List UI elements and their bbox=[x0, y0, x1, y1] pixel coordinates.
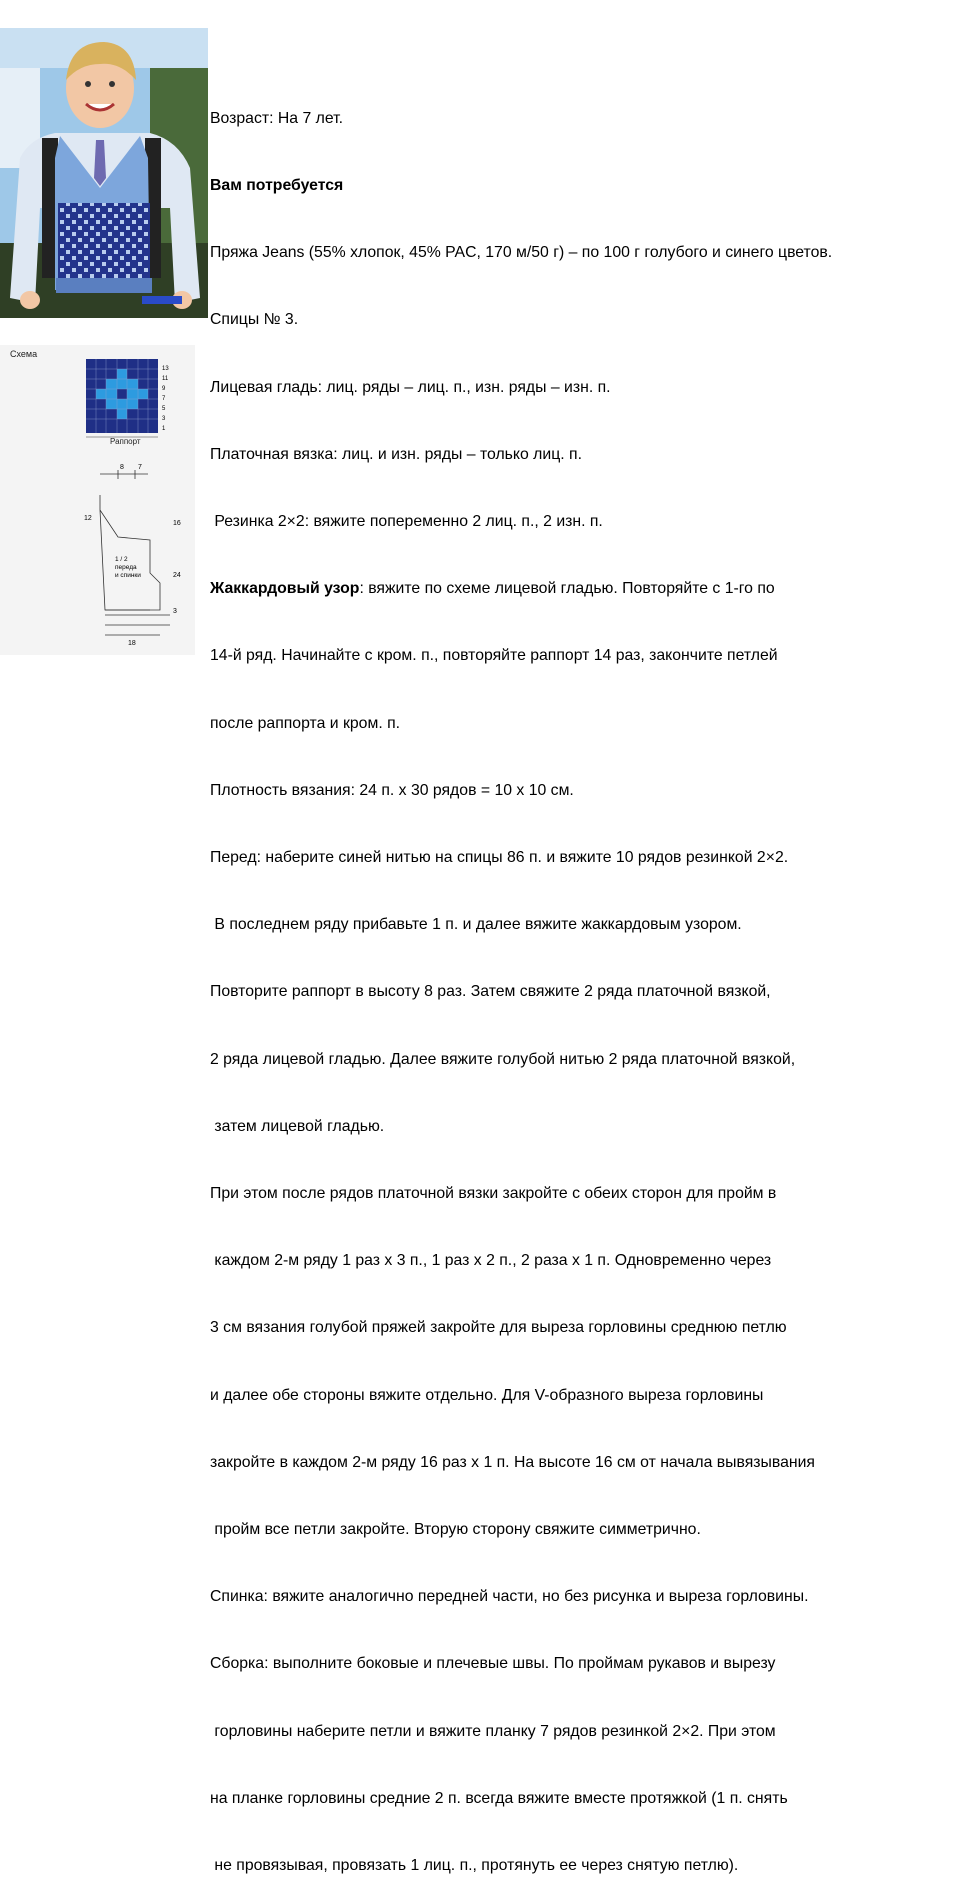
boy-photo bbox=[0, 28, 208, 318]
text-line: Спинка: вяжите аналогично передней части, но без рисунка и выреза горловины. bbox=[210, 1588, 809, 1606]
text-line: Лицевая гладь: лиц. ряды – лиц. п., изн. ряды – изн. п. bbox=[210, 378, 611, 396]
text-line: горловины наберите петли и вяжите планку 7 рядов резинкой 2×2. При этом bbox=[210, 1722, 776, 1740]
text-line: Плотность вязания: 24 п. х 30 рядов = 10 х 10 см. bbox=[210, 781, 574, 799]
text-line: и далее обе стороны вяжите отдельно. Для V-образного выреза горловины bbox=[210, 1386, 764, 1404]
instruction-text bbox=[210, 63, 955, 1900]
text-line: Платочная вязка: лиц. и изн. ряды – только лиц. п. bbox=[210, 445, 582, 463]
section-heading: Вам потребуется bbox=[210, 177, 344, 195]
rapport-label: Раппорт bbox=[110, 437, 141, 446]
pattern-label-7: 7 bbox=[138, 464, 142, 471]
text-line: закройте в каждом 2-м ряду 16 раз х 1 п. На высоте 16 см от начала вывязывания bbox=[210, 1453, 815, 1471]
pattern-label-3: 3 bbox=[173, 608, 177, 615]
text-line: Пряжа Jeans (55% хлопок, 45% PAC, 170 м/50 г) – по 100 г голубого и синего цветов. bbox=[210, 244, 833, 262]
text-line: пройм все петли закройте. Вторую сторону свяжите симметрично. bbox=[210, 1521, 701, 1539]
text-line: Возраст: На 7 лет. bbox=[210, 109, 343, 127]
pattern-note-3: и спинки bbox=[115, 572, 141, 579]
pattern-label-24: 24 bbox=[173, 572, 181, 579]
pattern-note-1: 1 / 2 bbox=[115, 556, 128, 563]
chart-row-number: 11 bbox=[162, 376, 169, 382]
text-line: затем лицевой гладью. bbox=[210, 1117, 385, 1135]
text-line: на планке горловины средние 2 п. всегда вяжите вместе протяжкой (1 п. снять bbox=[210, 1789, 788, 1807]
text-line: не провязывая, провязать 1 лиц. п., протянуть ее через снятую петлю). bbox=[210, 1857, 739, 1875]
text-line-rest: : вяжите по схеме лицевой гладью. Повторяйте с 1-го по bbox=[359, 580, 775, 598]
text-line: В последнем ряду прибавьте 1 п. и далее вяжите жаккардовым узором. bbox=[210, 916, 742, 934]
jacquard-chart bbox=[86, 359, 172, 444]
text-line: Спицы № 3. bbox=[210, 311, 299, 329]
chart-row-number: 1 bbox=[162, 426, 166, 432]
schema-title: Схема bbox=[10, 349, 38, 359]
chart-row-number: 13 bbox=[162, 366, 169, 372]
text-line: При этом после рядов платочной вязки закройте с обеих сторон для пройм в bbox=[210, 1185, 777, 1203]
vest-pattern-diagram bbox=[0, 465, 195, 655]
knitting-schema bbox=[0, 345, 195, 655]
chart-row-number: 5 bbox=[162, 406, 166, 412]
text-line: Перед: наберите синей нитью на спицы 86 п. и вяжите 10 рядов резинкой 2×2. bbox=[210, 849, 789, 867]
text-line bbox=[210, 578, 955, 600]
text-line: 3 см вязания голубой пряжей закройте для выреза горловины среднюю петлю bbox=[210, 1319, 787, 1337]
pattern-label-12: 12 bbox=[84, 515, 92, 522]
pattern-label-8: 8 bbox=[120, 464, 124, 471]
text-line: 14-й ряд. Начинайте с кром. п., повторяйте раппорт 14 раз, закончите петлей bbox=[210, 647, 778, 665]
text-line: каждом 2-м ряду 1 раз х 3 п., 1 раз х 2 п., 2 раза х 1 п. Одновременно через bbox=[210, 1252, 772, 1270]
chart-row-number: 9 bbox=[162, 386, 166, 392]
chart-row-number: 7 bbox=[162, 396, 166, 402]
text-line: 2 ряда лицевой гладью. Далее вяжите голубой нитью 2 ряда платочной вязкой, bbox=[210, 1050, 796, 1068]
text-line: Повторите раппорт в высоту 8 раз. Затем свяжите 2 ряда платочной вязкой, bbox=[210, 983, 771, 1001]
chart-row-number: 3 bbox=[162, 416, 166, 422]
text-line: Сборка: выполните боковые и плечевые швы. По проймам рукавов и вырезу bbox=[210, 1655, 776, 1673]
text-line: после раппорта и кром. п. bbox=[210, 714, 401, 732]
pattern-label-16: 16 bbox=[173, 520, 181, 527]
text-line: Резинка 2×2: вяжите попеременно 2 лиц. п., 2 изн. п. bbox=[210, 513, 603, 531]
pattern-label-18: 18 bbox=[128, 640, 136, 647]
jacquard-heading: Жаккардовый узор bbox=[210, 580, 360, 598]
pattern-note-2: переда bbox=[115, 564, 137, 571]
